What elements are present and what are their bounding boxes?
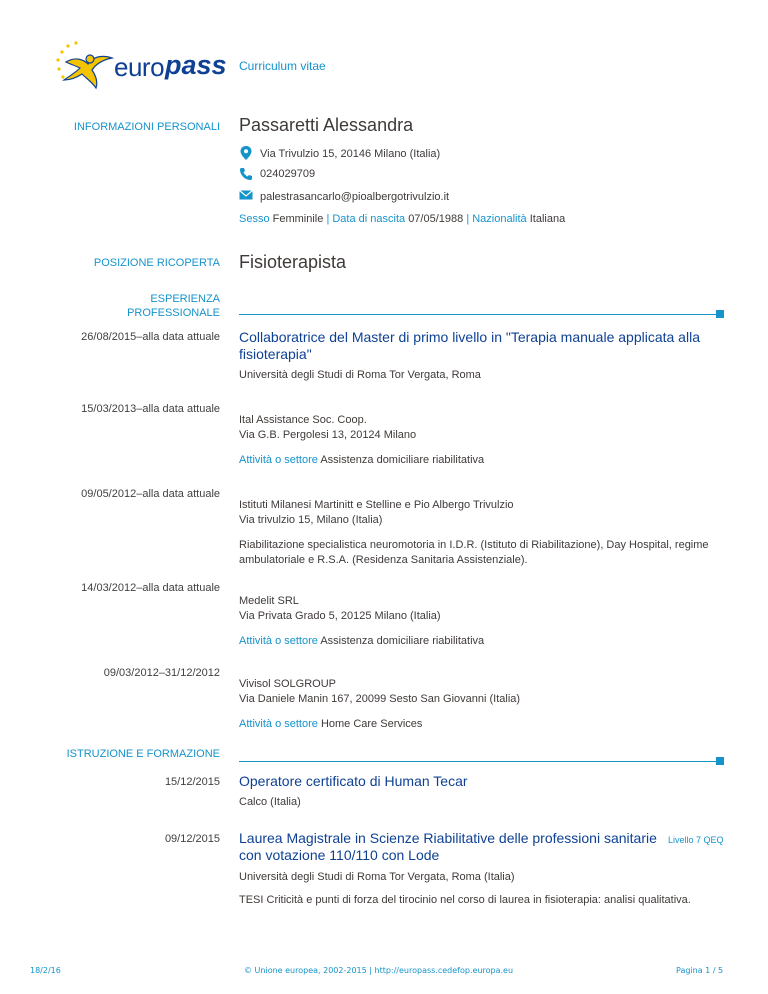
sector-value: Assistenza domiciliare riabilitativa [320, 454, 485, 466]
email[interactable]: palestrasancarlo@pioalbergotrivulzio.it [260, 191, 450, 203]
education-title: Operatore certificato di Human Tecar [239, 773, 468, 789]
phone: 024029709 [260, 168, 316, 180]
sector-value: Home Care Services [320, 718, 423, 730]
experience-date: 09/03/2012–31/12/2012 [103, 667, 220, 679]
person-name: Passaretti Alessandra [239, 115, 414, 135]
section-label-education: ISTRUZIONE E FORMAZIONE [66, 748, 220, 760]
separator: | [326, 213, 330, 225]
section-rule [239, 314, 719, 315]
section-label-personal: INFORMAZIONI PERSONALI [73, 121, 220, 133]
experience-item [239, 413, 725, 468]
nationality-label: Nazionalità [472, 213, 527, 225]
doc-title: Curriculum vitae [239, 59, 326, 73]
sector-label: Attività o settore [239, 454, 318, 466]
experience-title-line: Collaboratrice del Master di primo livello in "Terapia manuale applicata alla [239, 329, 700, 345]
sex-label: Sesso [239, 213, 270, 225]
position-value: Fisioterapista [239, 252, 347, 272]
sex-value: Femminile [272, 213, 324, 225]
education-title [239, 830, 725, 864]
experience-sector [239, 453, 725, 468]
education-title-line: con votazione 110/110 con Lode [239, 847, 440, 863]
experience-employer: Medelit SRL [239, 595, 299, 607]
logo-text-pass: pass [165, 50, 227, 80]
education-item [239, 773, 725, 810]
experience-employer-address: Via Daniele Manin 167, 20099 Sesto San Giovanni (Italia) [239, 693, 521, 705]
footer-date: 18/2/16 [30, 966, 61, 975]
logo-text-euro: euro [114, 52, 165, 82]
email-icon [239, 188, 253, 202]
experience-item [239, 594, 725, 649]
experience-employer-address: Via G.B. Pergolesi 13, 20124 Milano [239, 429, 417, 441]
address: Via Trivulzio 15, 20146 Milano (Italia) [260, 148, 441, 160]
europass-logo [52, 40, 252, 92]
section-square [716, 757, 724, 765]
section-label-experience [127, 292, 220, 320]
education-date: 09/12/2015 [164, 833, 220, 845]
experience-employer: Vivisol SOLGROUP [239, 678, 336, 690]
sector-label: Attività o settore [239, 635, 318, 647]
experience-employer: Università degli Studi di Roma Tor Vergata, Roma [239, 369, 481, 381]
experience-item [239, 329, 725, 383]
description-line: Riabilitazione specialistica neuromotoria in I.D.R. (Istituto di Riabilitazione), Day Hospital, regime [239, 539, 709, 551]
section-label-experience-line1: ESPERIENZA [150, 293, 220, 305]
experience-title [239, 329, 725, 363]
experience-employer: Istituti Milanesi Martinitt e Stelline e Pio Albergo Trivulzio [239, 499, 514, 511]
education-thesis: TESI Criticità e punti di forza del tirocinio nel corso di laurea in fisioterapia: analisi qualitativa. [239, 894, 691, 906]
section-label-position: POSIZIONE RICOPERTA [93, 257, 220, 269]
education-date: 15/12/2015 [164, 776, 220, 788]
qualification-level: Livello 7 QEQ [668, 835, 724, 845]
section-label-experience-line2: PROFESSIONALE [127, 307, 220, 319]
birth-label: Data di nascita [332, 213, 406, 225]
experience-sector [239, 634, 725, 649]
sector-label: Attività o settore [239, 718, 318, 730]
education-place: Università degli Studi di Roma Tor Vergata, Roma (Italia) [239, 871, 515, 883]
footer-copyright[interactable]: © Unione europea, 2002-2015 | http://europass.cedefop.europa.eu [244, 966, 514, 975]
experience-date: 09/05/2012–alla data attuale [81, 488, 220, 500]
experience-title-line: fisioterapia" [239, 346, 312, 362]
section-rule [239, 761, 719, 762]
sector-value: Assistenza domiciliare riabilitativa [320, 635, 485, 647]
experience-date: 26/08/2015–alla data attuale [81, 331, 220, 343]
experience-date: 15/03/2013–alla data attuale [81, 403, 220, 415]
nationality-value: Italiana [529, 213, 566, 225]
footer-page-number: Pagina 1 / 5 [676, 966, 724, 975]
experience-date: 14/03/2012–alla data attuale [81, 582, 220, 594]
experience-employer: Ital Assistance Soc. Coop. [239, 414, 367, 426]
education-title-line: Laurea Magistrale in Scienze Riabilitative delle professioni sanitarie [239, 830, 657, 846]
description-line: ambulatoriale e R.S.A. (Residenza Sanitaria Assistenziale). [239, 554, 528, 566]
section-square [716, 310, 724, 318]
separator: | [466, 213, 470, 225]
europass-logo-figure-icon [52, 40, 122, 90]
location-pin-icon [239, 146, 253, 160]
experience-item [239, 498, 725, 568]
experience-sector [239, 717, 725, 732]
experience-item [239, 677, 725, 732]
experience-employer-address: Via Privata Grado 5, 20125 Milano (Italia) [239, 610, 441, 622]
experience-employer-address: Via trivulzio 15, Milano (Italia) [239, 514, 383, 526]
personal-details-line [239, 213, 565, 225]
birth-value: 07/05/1988 [408, 213, 464, 225]
experience-description [239, 538, 725, 568]
phone-icon [239, 167, 253, 181]
education-item [239, 830, 725, 908]
education-place: Calco (Italia) [239, 796, 301, 808]
